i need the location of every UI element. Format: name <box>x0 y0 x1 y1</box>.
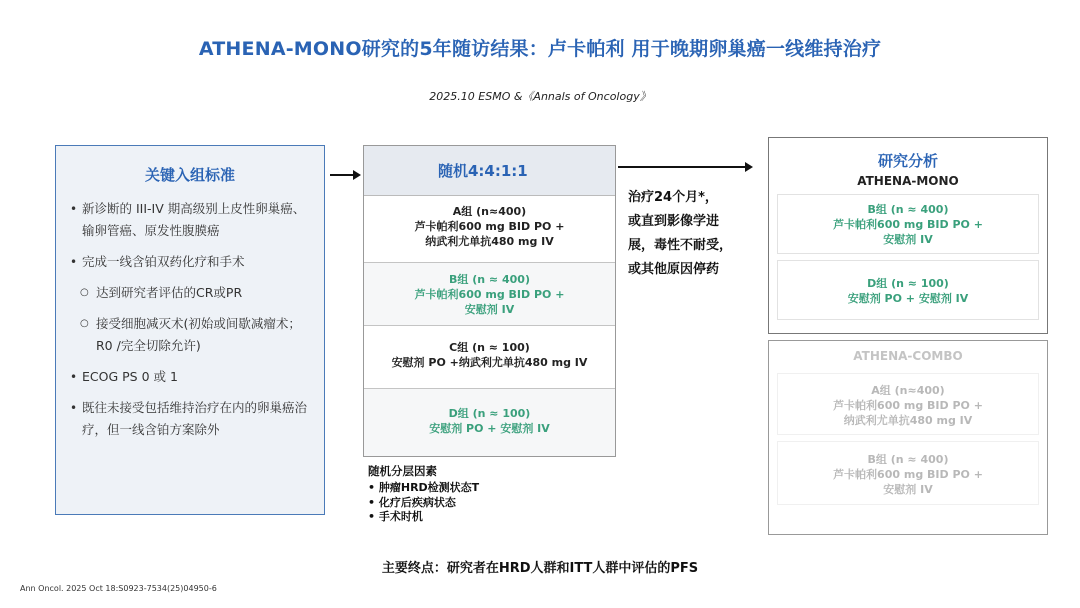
arm-regimen-line1: 芦卡帕利600 mg BID PO + <box>833 399 983 412</box>
randomization-title: 随机4:4:1:1 <box>438 162 528 180</box>
criteria-item <box>70 251 316 273</box>
arm-d <box>364 389 615 456</box>
arm-c <box>364 326 615 388</box>
arm-name: A组 (n≈400) <box>871 384 945 397</box>
arm-regimen-line1: 安慰剂 PO + 安慰剂 IV <box>429 422 550 435</box>
arm-name: C组 (n ≈ 100) <box>449 341 530 354</box>
stratification-item-text: 手术时机 <box>378 510 423 523</box>
arm-regimen-line2: 安慰剂 IV <box>464 303 515 316</box>
criteria-subitem <box>70 282 316 304</box>
treatment-note-line: 或其他原因停药 <box>628 262 720 277</box>
arm-regimen-line1: 芦卡帕利600 mg BID PO + <box>414 220 565 233</box>
combo-cell-a <box>777 373 1039 435</box>
arm-name: D组 (n ≈ 100) <box>448 407 531 420</box>
treatment-note-line: 或直到影像学进 <box>628 214 720 229</box>
arm-regimen-line1: 芦卡帕利600 mg BID PO + <box>414 288 565 301</box>
analysis-cell-d <box>777 260 1039 320</box>
slide-title: ATHENA-MONO研究的5年随访结果：卢卡帕利 用于晚期卵巢癌一线维持治疗 <box>198 38 882 60</box>
arm-regimen-line2: 安慰剂 IV <box>883 483 933 496</box>
criteria-item-text: 新诊断的 III-IV 期高级别上皮性卵巢癌、输卵管癌、原发性腹膜癌 <box>82 201 306 238</box>
arm-name: B组 (n ≈ 400) <box>449 273 530 286</box>
treatment-note-line: 展，毒性不耐受， <box>628 238 733 253</box>
arrow-head-icon <box>353 170 361 180</box>
randomization-box <box>363 145 616 457</box>
analysis-subtitle: ATHENA-MONO <box>857 174 959 188</box>
arrow-to-analysis <box>618 166 746 168</box>
analysis-box-combo <box>768 340 1048 535</box>
stratification-item-text: 肿瘤HRD检测状态T <box>378 481 480 494</box>
arm-name: D组 (n ≈ 100) <box>867 277 949 290</box>
stratification-item: • 化疗后疾病状态 <box>368 495 456 509</box>
combo-title: ATHENA-COMBO <box>853 349 963 363</box>
arm-regimen-line1: 安慰剂 PO + 安慰剂 IV <box>847 292 969 305</box>
analysis-box-mono <box>768 137 1048 334</box>
bullet-icon: • <box>70 401 78 415</box>
arm-b <box>364 263 615 325</box>
stratification-item: • 肿瘤HRD检测状态T <box>368 481 480 494</box>
criteria-item-text: 接受细胞减灭术(初始或间歇减瘤术；R0 /完全切除允许) <box>96 316 301 353</box>
arm-regimen-line1: 芦卡帕利600 mg BID PO + <box>833 468 983 481</box>
criteria-subitem <box>70 313 316 357</box>
arm-regimen-line2: 纳武利尤单抗480 mg IV <box>425 235 554 248</box>
stratification-item-text: 化疗后疾病状态 <box>378 495 456 509</box>
arm-regimen-line1: 安慰剂 PO +纳武利尤单抗480 mg IV <box>391 356 588 369</box>
circle-bullet-icon: ○ <box>80 318 89 329</box>
arm-a <box>364 196 615 262</box>
combo-cell-b <box>777 441 1039 505</box>
circle-bullet-icon: ○ <box>80 287 89 298</box>
criteria-item-text: 既往未接受包括维持治疗在内的卵巢癌治疗，但一线含铂方案除外 <box>82 400 308 437</box>
criteria-list <box>70 198 316 450</box>
stratification-item: • 手术时机 <box>368 510 423 523</box>
arm-regimen-line2: 纳武利尤单抗480 mg IV <box>843 414 973 427</box>
arm-regimen-line2: 安慰剂 IV <box>883 233 933 246</box>
citation: Ann Oncol. 2025 Oct 18:S0923-7534(25)04950-6 <box>20 584 217 593</box>
source-subtitle: 2025.10 ESMO &《Annals of Oncology》 <box>429 90 651 103</box>
criteria-item <box>70 366 316 388</box>
primary-endpoint: 主要终点：研究者在HRD人群和ITT人群中评估的PFS <box>381 561 699 576</box>
criteria-item <box>70 198 316 242</box>
arrow-to-randomization <box>330 174 354 176</box>
randomization-header <box>364 146 615 196</box>
criteria-item-text: 完成一线含铂双药化疗和手术 <box>82 254 245 269</box>
criteria-item <box>70 397 316 441</box>
bullet-icon: • <box>70 255 78 269</box>
bullet-icon: • <box>70 370 78 384</box>
arm-name: B组 (n ≈ 400) <box>867 453 949 466</box>
inclusion-criteria-box <box>55 145 325 515</box>
treatment-duration-note <box>628 186 758 282</box>
criteria-item-text: ECOG PS 0 或 1 <box>82 369 178 384</box>
treatment-note-line: 治疗24个月*， <box>628 190 718 205</box>
arm-name: B组 (n ≈ 400) <box>867 203 949 216</box>
analysis-title: 研究分析 <box>877 152 938 170</box>
criteria-title: 关键入组标准 <box>144 166 235 184</box>
analysis-cell-b <box>777 194 1039 254</box>
stratification-title: 随机分层因素 <box>368 464 437 478</box>
criteria-item-text: 达到研究者评估的CR或PR <box>96 285 243 300</box>
arm-name: A组 (n≈400) <box>452 205 527 218</box>
arrow-head-icon <box>745 162 753 172</box>
bullet-icon: • <box>70 202 78 216</box>
arm-regimen-line1: 芦卡帕利600 mg BID PO + <box>833 218 983 231</box>
stratification-list <box>368 481 479 525</box>
